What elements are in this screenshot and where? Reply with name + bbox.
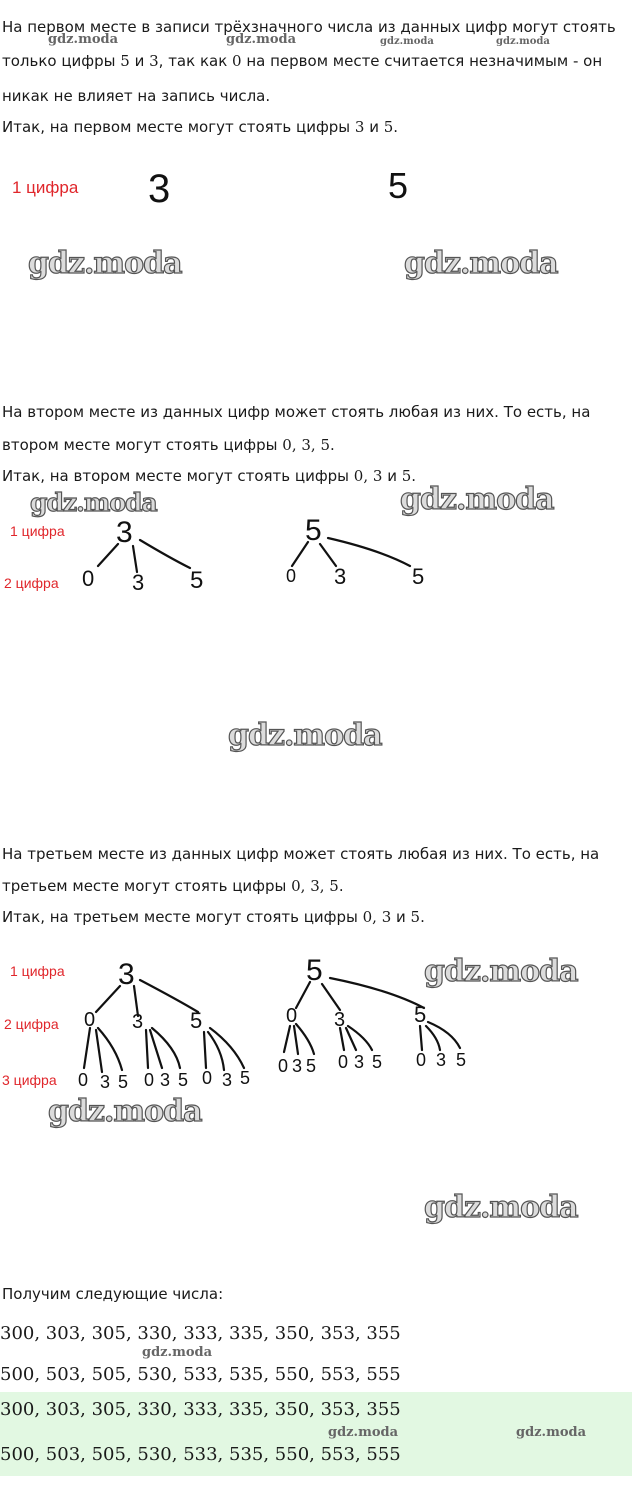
leaf-3: 3 bbox=[100, 1072, 111, 1092]
s2-line3: Итак, на втором месте могут стоять цифры 0, 3 и 5. bbox=[2, 467, 417, 485]
digit-3: 3 bbox=[148, 167, 171, 211]
leaf-5: 5 bbox=[118, 1072, 129, 1092]
s2-line2: втором месте могут стоять цифры 0, 3, 5. bbox=[2, 436, 335, 454]
root-3: 3 bbox=[118, 958, 135, 991]
digit-5: 5 bbox=[388, 165, 409, 206]
leaf-0: 0 bbox=[416, 1050, 427, 1070]
leaf-0: 0 bbox=[338, 1052, 349, 1072]
watermark: gdz.moda bbox=[142, 1345, 213, 1360]
result-intro: Получим следующие числа: bbox=[2, 1285, 224, 1303]
branches bbox=[284, 1022, 460, 1054]
s1-line3: никак не влияет на запись числа. bbox=[2, 87, 271, 105]
leaf-3: 3 bbox=[436, 1050, 447, 1070]
child-3: 3 bbox=[334, 564, 347, 589]
watermark: gdz.moda bbox=[404, 246, 558, 281]
label-third-digit: 3 цифра bbox=[2, 1072, 57, 1088]
s3-line3: Итак, на третьем месте могут стоять цифры 0, 3 и 5. bbox=[2, 908, 425, 926]
result-row-2: 500, 503, 505, 530, 533, 535, 550, 553, 555 bbox=[0, 1364, 401, 1385]
root-5: 5 bbox=[305, 514, 322, 547]
watermark: gdz.moda bbox=[424, 954, 578, 989]
watermark: gdz.moda bbox=[48, 1094, 202, 1129]
child-0: 0 bbox=[286, 1005, 298, 1027]
child-0: 0 bbox=[286, 566, 297, 586]
watermark: gdz.moda bbox=[228, 718, 382, 753]
child-5: 5 bbox=[414, 1002, 427, 1027]
watermark: gdz.moda bbox=[28, 246, 182, 281]
answer-row-1: 300, 303, 305, 330, 333, 335, 350, 353, 355 bbox=[0, 1399, 401, 1420]
leaf-0: 0 bbox=[78, 1070, 89, 1090]
leaf-3: 3 bbox=[354, 1052, 365, 1072]
leaf-0: 0 bbox=[202, 1068, 213, 1088]
child-3: 3 bbox=[132, 570, 145, 595]
watermark: gdz.moda bbox=[328, 1425, 399, 1440]
branches bbox=[84, 1028, 244, 1072]
root-5: 5 bbox=[306, 954, 323, 987]
label-second-digit: 2 цифра bbox=[4, 575, 59, 591]
answer-row-2: 500, 503, 505, 530, 533, 535, 550, 553, 555 bbox=[0, 1444, 401, 1465]
watermark: gdz.moda bbox=[226, 32, 297, 47]
child-3: 3 bbox=[334, 1009, 346, 1031]
leaf-5: 5 bbox=[306, 1056, 317, 1076]
s1-line1: На первом месте в записи трёхзначного числа из данных цифр могут стоять bbox=[2, 18, 616, 36]
leaf-3: 3 bbox=[160, 1070, 171, 1090]
child-0: 0 bbox=[84, 1009, 96, 1031]
label-second-digit: 2 цифра bbox=[4, 1016, 59, 1032]
watermark: gdz.moda bbox=[48, 32, 119, 47]
watermark: gdz.moda bbox=[30, 488, 157, 517]
s3-line1: На третьем месте из данных цифр может стоять любая из них. То есть, на bbox=[2, 845, 600, 863]
watermark: gdz.moda bbox=[424, 1190, 578, 1225]
label-first-digit: 1 цифра bbox=[10, 963, 65, 979]
leaf-0: 0 bbox=[144, 1070, 155, 1090]
label-first-digit: 1 цифра bbox=[10, 523, 65, 539]
first-digit-diagram bbox=[0, 160, 632, 220]
second-digit-tree bbox=[0, 510, 632, 600]
branches bbox=[96, 980, 198, 1016]
child-5: 5 bbox=[190, 1008, 203, 1033]
leaf-3: 3 bbox=[222, 1070, 233, 1090]
leaf-0: 0 bbox=[278, 1056, 289, 1076]
branches bbox=[98, 540, 190, 572]
leaf-5: 5 bbox=[178, 1070, 189, 1090]
leaf-5: 5 bbox=[372, 1052, 383, 1072]
child-5: 5 bbox=[190, 567, 204, 594]
child-0: 0 bbox=[82, 566, 95, 591]
root-3: 3 bbox=[116, 516, 133, 549]
leaf-5: 5 bbox=[456, 1050, 467, 1070]
leaf-5: 5 bbox=[240, 1068, 251, 1088]
s1-line2: только цифры 5 и 3, так как 0 на первом месте считается незначимым - он bbox=[2, 52, 603, 70]
s3-line2: третьем месте могут стоять цифры 0, 3, 5. bbox=[2, 877, 344, 895]
leaf-3: 3 bbox=[292, 1056, 303, 1076]
s2-line1: На втором месте из данных цифр может стоять любая из них. То есть, на bbox=[2, 403, 591, 421]
watermark: gdz.moda bbox=[380, 36, 434, 47]
label-first-digit: 1 цифра bbox=[12, 178, 79, 197]
watermark: gdz.moda bbox=[400, 482, 554, 517]
child-3: 3 bbox=[132, 1011, 144, 1033]
child-5: 5 bbox=[412, 564, 425, 589]
result-row-1: 300, 303, 305, 330, 333, 335, 350, 353, 355 bbox=[0, 1323, 401, 1344]
watermark: gdz.moda bbox=[496, 36, 550, 47]
watermark: gdz.moda bbox=[516, 1425, 587, 1440]
s1-line4: Итак, на первом месте могут стоять цифры 3 и 5. bbox=[2, 118, 399, 136]
